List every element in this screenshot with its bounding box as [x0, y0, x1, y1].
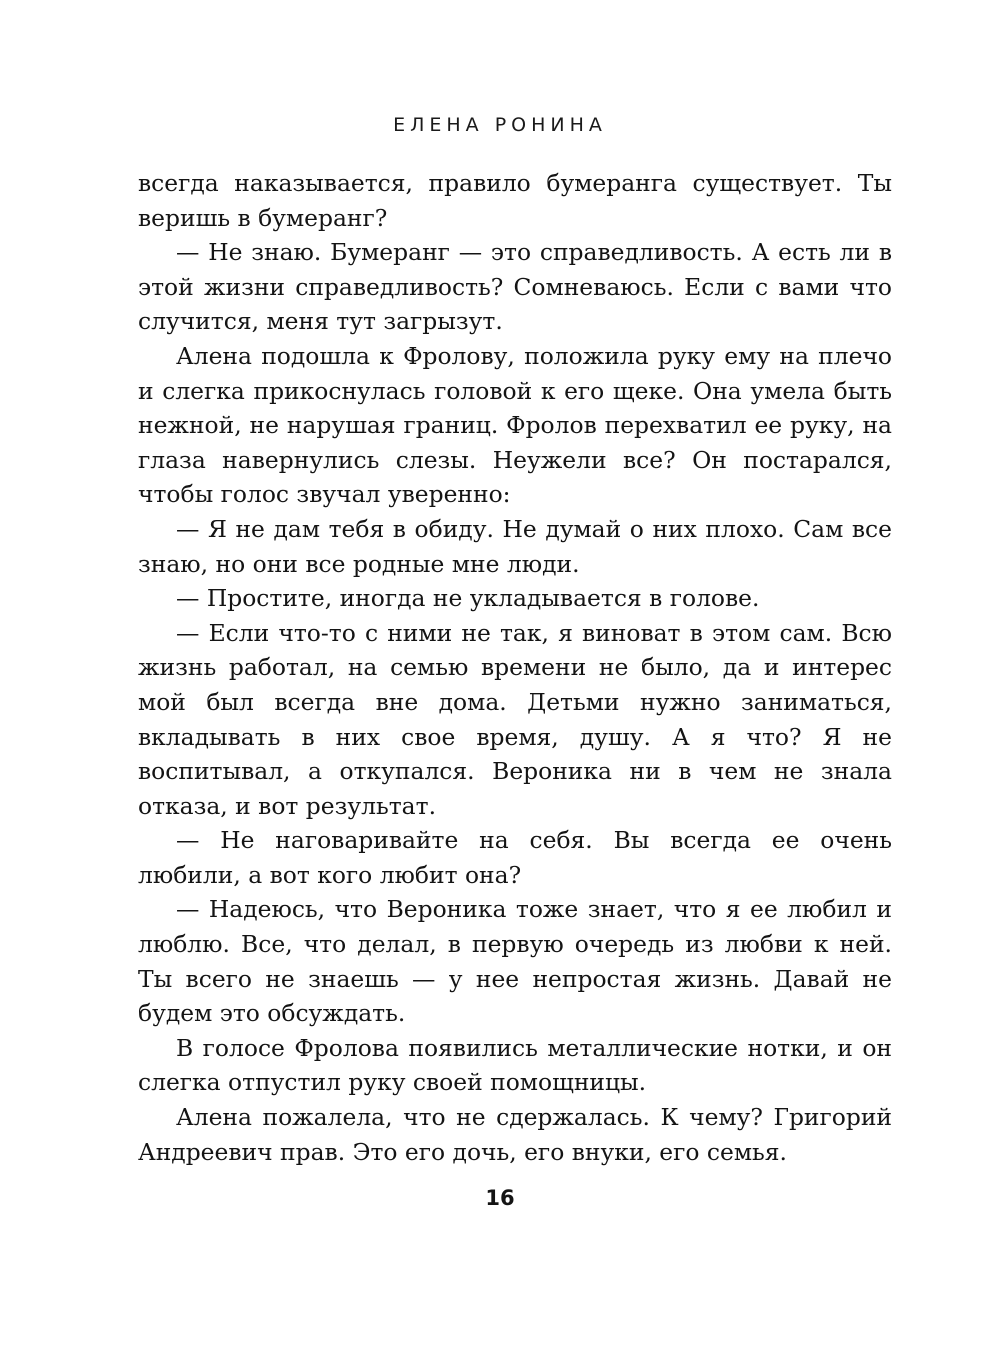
running-head-author: ЕЛЕНА РОНИНА [393, 114, 607, 136]
paragraph-1: всегда наказывается, правило бумеранга существует. Ты веришь в бумеранг? [138, 169, 892, 232]
paragraph-3: Алена подошла к Фролову, положила руку ему на плечо и слегка прикоснулась головой к его щеке. Она умела быть нежной, не нарушая границ. Фролов перехватил ее руку, на глаза навернулись слезы. Неужели все? Он постарался, чтобы голос звучал уверенно: [138, 341, 892, 509]
paragraph-8: — Надеюсь, что Вероника тоже знает, что я ее любил и люблю. Все, что делал, в первую очередь из любви к ней. Ты всего не знаешь — у нее непростая жизнь. Давай не будем это обсуждать. [138, 895, 892, 1028]
paragraph-5: — Простите, иногда не укладывается в голове. [176, 584, 760, 613]
page-number: 16 [485, 1186, 515, 1210]
body-text [138, 166, 892, 1169]
paragraph-4: — Я не дам тебя в обиду. Не думай о них плохо. Сам все знаю, но они все родные мне люди. [138, 514, 892, 578]
paragraph-7: — Не наговаривайте на себя. Вы всегда ее очень любили, а вот кого любит она? [138, 826, 892, 889]
paragraph-2: — Не знаю. Бумеранг — это справедливость. А есть ли в этой жизни справедливость? Сомневаюсь. Если с вами что случится, меня тут загрызут. [138, 238, 892, 336]
paragraph-9: В голосе Фролова появились металлические нотки, и он слегка отпустил руку своей помощницы. [138, 1033, 892, 1097]
paragraph-6: — Если что-то с ними не так, я виноват в этом сам. Всю жизнь работал, на семью времени не было, да и интерес мой был всегда вне дома. Детьми нужно заниматься, вкладывать в них свое время, душу. А я что? Я не воспитывал, а откупался. Вероника ни в чем не знала отказа, и вот результат. [138, 618, 892, 820]
paragraph-10: Алена пожалела, что не сдержалась. К чему? Григорий Андреевич прав. Это его дочь, его внуки, его семья. [138, 1103, 892, 1166]
